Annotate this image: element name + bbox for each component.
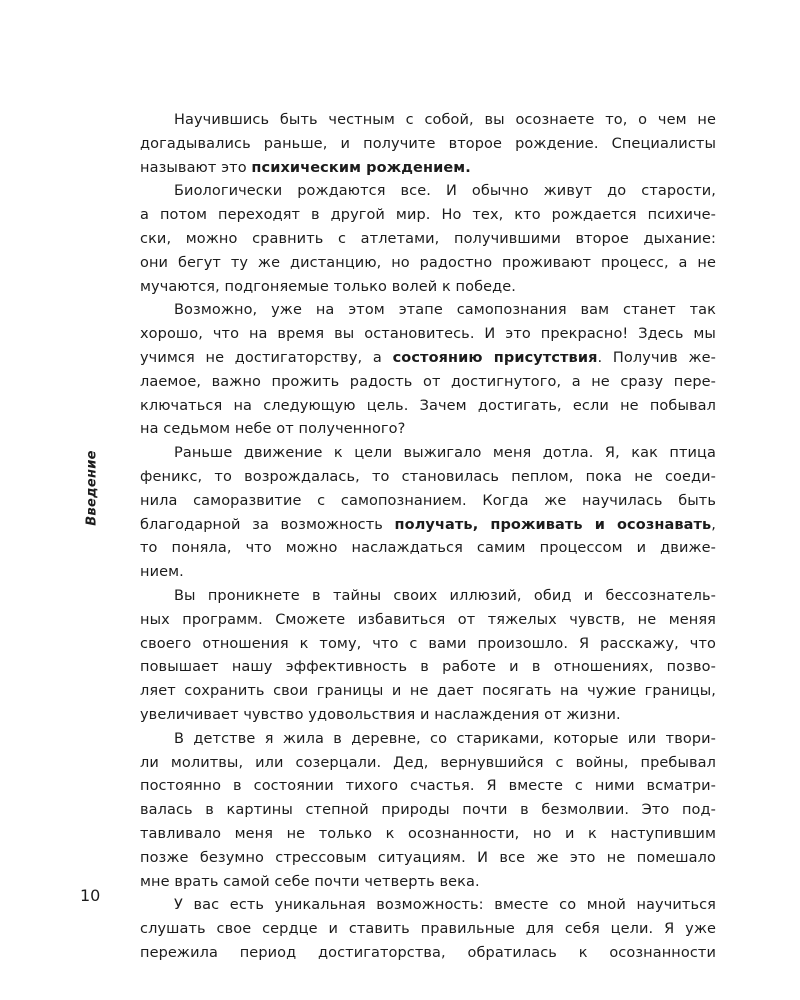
text-line: Возможно, уже на этом этапе самопознания вам станет так <box>174 302 716 319</box>
text-line: они бегут ту же дистанцию, но радостно проживают процесс, а не <box>140 254 716 271</box>
text-line: Научившись быть честным с собой, вы осознаете то, о чем не <box>174 112 716 128</box>
text-line: своего отношения к тому, что с вами произошло. Я расскажу, что <box>140 635 716 652</box>
text-line: тавливало меня не только к осознанности, но и к наступившим <box>140 825 716 842</box>
text-line: ски, можно сравнить с атлетами, получившими второе дыхание: <box>140 230 716 247</box>
text-line: учимся не достигаторству, а состоянию присутствия. Получив же- <box>140 349 716 366</box>
text-line: повышает нашу эффективность в работе и в отношениях, позво- <box>140 659 716 676</box>
text-line: нием. <box>140 564 184 581</box>
text-line: ляет сохранить свои границы и не дает посягать на чужие границы, <box>140 683 716 700</box>
text-line: благодарной за возможность получать, проживать и осознавать, <box>140 516 716 533</box>
text-line: У вас есть уникальная возможность: вместе со мной научиться <box>174 897 716 914</box>
text-line: догадывались раньше, и получите второе рождение. Специалисты <box>140 135 716 152</box>
text-line: позже безумно стрессовым ситуациям. И все же это не помешало <box>140 849 716 866</box>
text-line: ключаться на следующую цель. Зачем достигать, если не побывал <box>140 397 716 414</box>
text-line: валась в картины степной природы почти в безмолвии. Это под- <box>140 802 716 819</box>
text-line: мучаются, подгоняемые только волей к победе. <box>140 278 516 295</box>
text-line: Раньше движение к цели выжигало меня дотла. Я, как птица <box>174 445 716 462</box>
text-line: Вы проникнете в тайны своих иллюзий, обид и бессознатель- <box>174 587 716 604</box>
text-line: слушать свое сердце и ставить правильные для себя цели. Я уже <box>140 921 716 938</box>
text-line: В детстве я жила в деревне, со стариками, которые или твори- <box>174 730 716 747</box>
bold-term: психическим рождением. <box>251 159 471 176</box>
text-line: ных программ. Сможете избавиться от тяжелых чувств, не меняя <box>140 611 716 628</box>
bold-term: получать, проживать и осознавать <box>394 516 712 533</box>
body-text <box>140 109 716 966</box>
text-line: постоянно в состоянии тихого счастья. Я вместе с ними всматри- <box>140 778 716 795</box>
text-line: пережила период достигаторства, обратилась к осознанности <box>140 944 716 961</box>
text-line: называют это психическим рождением. <box>140 159 471 176</box>
text-line: то поняла, что можно наслаждаться самим процессом и движе- <box>140 540 716 557</box>
text-line: нила саморазвитие с самопознанием. Когда же научилась быть <box>140 492 716 509</box>
text-line: Биологически рождаются все. И обычно живут до старости, <box>174 183 716 200</box>
text-line: хорошо, что на время вы остановитесь. И это прекрасно! Здесь мы <box>140 326 716 343</box>
text-line: на седьмом небе от полученного? <box>140 421 406 438</box>
text-line: лаемое, важно прожить радость от достигнутого, а не сразу пере- <box>140 373 716 390</box>
text-line: ли молитвы, или созерцали. Дед, вернувшийся с войны, пребывал <box>140 754 716 771</box>
text-line: увеличивает чувство удовольствия и наслаждения от жизни. <box>140 706 621 723</box>
text-line: а потом переходят в другой мир. Но тех, кто рождается психиче- <box>140 207 716 224</box>
text-line: мне врать самой себе почти четверть века. <box>140 873 480 890</box>
bold-term: состоянию присутствия <box>392 349 598 366</box>
text-line: феникс, то возрождалась, то становилась пеплом, пока не соеди- <box>140 468 716 485</box>
page-number: 10 <box>80 886 101 905</box>
chapter-side-label: Введение <box>84 450 100 526</box>
